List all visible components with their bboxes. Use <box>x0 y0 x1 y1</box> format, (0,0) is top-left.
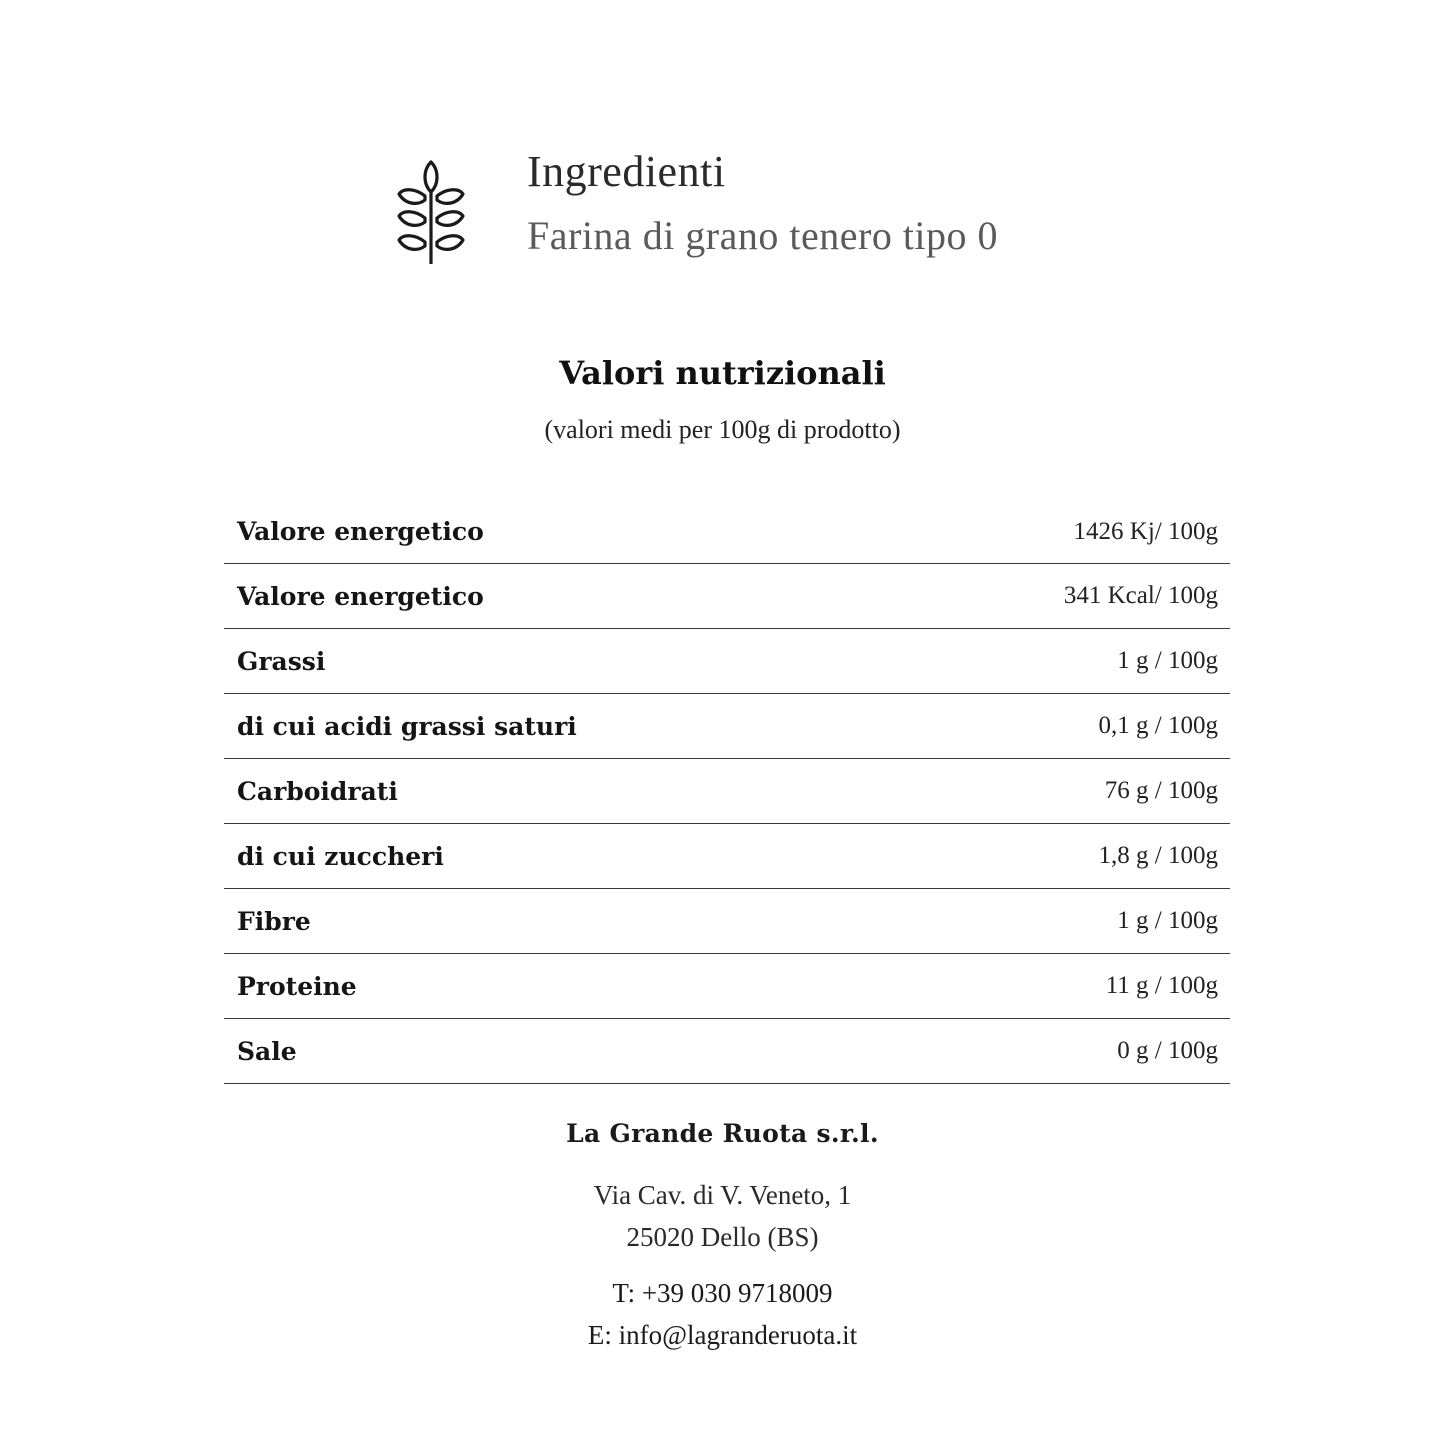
nutrient-label: di cui zuccheri <box>237 841 444 871</box>
ingredients-title: Ingredienti <box>527 147 726 196</box>
table-row <box>224 824 1230 889</box>
table-row <box>224 889 1230 954</box>
table-row <box>224 500 1230 564</box>
phone-number: T: +39 030 9718009 <box>612 1278 833 1308</box>
nutrient-label: Valore energetico <box>237 517 484 546</box>
nutrient-label: Carboidrati <box>237 776 398 806</box>
nutrient-label: di cui acidi grassi saturi <box>237 711 577 741</box>
nutrient-label: Sale <box>237 1036 297 1066</box>
nutrient-value: 0 g / 100g <box>1117 1037 1218 1064</box>
nutrient-value: 11 g / 100g <box>1105 972 1218 999</box>
nutrient-value: 0,1 g / 100g <box>1098 712 1218 739</box>
ingredients-section <box>395 140 1155 280</box>
nutrition-table <box>224 500 1230 1084</box>
ingredients-text: Farina di grano tenero tipo 0 <box>527 213 999 258</box>
table-row <box>224 564 1230 629</box>
company-name: La Grande Ruota s.r.l. <box>566 1119 879 1148</box>
nutrition-title: Valori nutrizionali <box>559 354 886 392</box>
company-footer <box>0 1116 1445 1356</box>
table-row <box>224 954 1230 1019</box>
nutrient-value: 1,8 g / 100g <box>1098 842 1218 869</box>
nutrient-label: Valore energetico <box>237 581 484 611</box>
table-row <box>224 759 1230 824</box>
nutrient-value: 1 g / 100g <box>1117 647 1218 674</box>
email-address: E: info@lagranderuota.it <box>587 1320 858 1350</box>
table-row <box>224 1019 1230 1084</box>
nutrition-subtitle: (valori medi per 100g di prodotto) <box>544 415 901 444</box>
address-line: Via Cav. di V. Veneto, 1 <box>593 1180 852 1210</box>
nutrient-value: 1 g / 100g <box>1117 907 1218 934</box>
company-contact <box>0 1272 1445 1356</box>
nutrient-value: 76 g / 100g <box>1104 777 1218 804</box>
table-row <box>224 629 1230 694</box>
wheat-icon <box>395 156 467 268</box>
address-line: 25020 Dello (BS) <box>626 1222 819 1252</box>
nutrient-label: Fibre <box>237 906 311 936</box>
nutrient-value: 1426 Kj/ 100g <box>1073 517 1218 545</box>
nutrient-label: Grassi <box>237 646 326 676</box>
nutrient-value: 341 Kcal/ 100g <box>1063 582 1218 609</box>
table-row <box>224 694 1230 759</box>
company-address <box>0 1174 1445 1258</box>
nutrient-label: Proteine <box>237 971 357 1001</box>
